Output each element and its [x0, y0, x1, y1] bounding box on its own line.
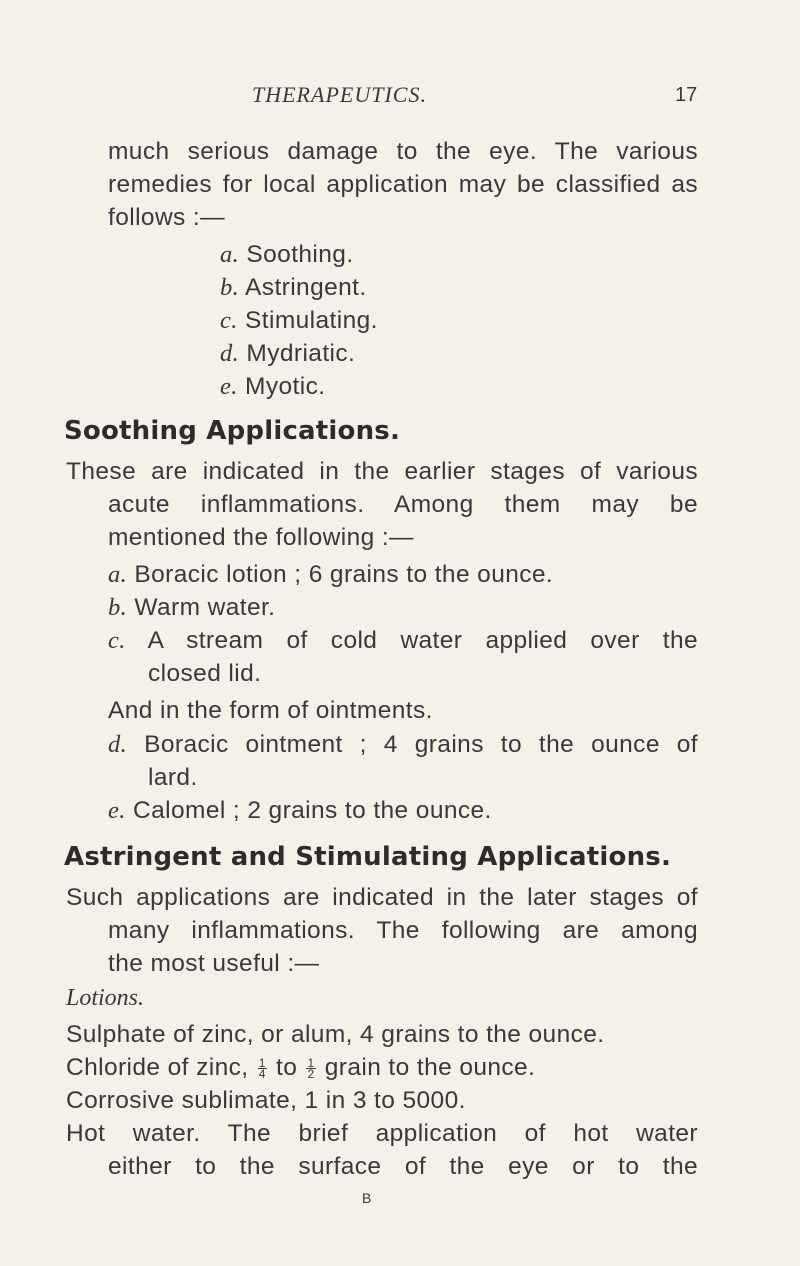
intro-line-3: follows :—: [108, 204, 226, 231]
class-item-astringent: [220, 274, 367, 302]
lotion-line-2-pre: Chloride of zinc,: [66, 1054, 249, 1081]
list-item-text: Warm water.: [134, 594, 276, 621]
signature-mark: B: [362, 1190, 372, 1206]
list-item-text: Boracic ointment ; 4 grains to the ounce of: [144, 731, 699, 758]
list-marker: b.: [220, 274, 240, 301]
section-heading-astringent: Astringent and Stimulating Applications.: [64, 842, 672, 872]
list-marker: e.: [220, 373, 238, 400]
soothing-para-line-3: mentioned the following :—: [108, 524, 414, 551]
list-item-text: Astringent.: [245, 274, 367, 301]
list-marker: b.: [108, 594, 128, 621]
class-item-mydriatic: [220, 340, 355, 368]
class-item-stimulating: [220, 307, 378, 335]
list-marker: c.: [220, 307, 238, 334]
class-item-soothing: [220, 241, 354, 269]
list-item-text: Stimulating.: [245, 307, 378, 334]
fraction-quarter: [258, 1056, 267, 1082]
section-heading-soothing: Soothing Applications.: [64, 416, 401, 446]
soothing-item-a: [108, 561, 553, 589]
soothing-item-c: [108, 627, 698, 655]
lotion-line-4: Hot water. The brief application of hot water: [66, 1120, 698, 1147]
astringent-para-line-2: many inflammations. The following are among: [108, 917, 698, 944]
fraction-numerator: 1: [307, 1056, 315, 1071]
fraction-half: [306, 1056, 315, 1082]
astringent-para-line-1: Such applications are indicated in the later stages of: [66, 884, 698, 911]
running-title: THERAPEUTICS.: [252, 82, 427, 107]
subheading-lotions: Lotions.: [66, 985, 145, 1011]
ointments-intro: And in the form of ointments.: [108, 697, 433, 724]
list-marker: a.: [220, 241, 240, 268]
list-item-text: Myotic.: [245, 373, 326, 400]
list-marker: a.: [108, 561, 128, 588]
ointment-item-e: [108, 797, 492, 825]
intro-line-1: much serious damage to the eye. The various: [108, 138, 698, 165]
lotion-line-2-post: grain to the ounce.: [324, 1054, 536, 1081]
class-item-myotic: [220, 373, 325, 401]
list-item-text: Soothing.: [246, 241, 354, 268]
lotion-line-3: Corrosive sublimate, 1 in 3 to 5000.: [66, 1087, 466, 1114]
lotion-line-1: Sulphate of zinc, or alum, 4 grains to the ounce.: [66, 1021, 605, 1048]
list-item-text: Mydriatic.: [246, 340, 356, 367]
list-item-text: Calomel ; 2 grains to the ounce.: [133, 797, 492, 824]
page-number: 17: [675, 84, 698, 106]
soothing-item-b: [108, 594, 275, 622]
soothing-item-c-continued: closed lid.: [148, 660, 262, 687]
lotion-line-2-mid: to: [275, 1054, 298, 1081]
soothing-para-line-2: acute inflammations. Among them may be: [108, 491, 698, 518]
ointment-item-d: [108, 731, 698, 759]
list-marker: e.: [108, 797, 126, 824]
list-marker: d.: [220, 340, 240, 367]
astringent-para-line-3: the most useful :—: [108, 950, 320, 977]
ointment-item-d-continued: lard.: [148, 764, 198, 791]
soothing-para-line-1: These are indicated in the earlier stages of various: [66, 458, 698, 485]
fraction-denominator: 4: [258, 1067, 266, 1082]
list-item-text: Boracic lotion ; 6 grains to the ounce.: [134, 561, 554, 588]
list-marker: c.: [108, 627, 126, 654]
fraction-numerator: 1: [258, 1056, 266, 1071]
fraction-denominator: 2: [307, 1067, 315, 1082]
list-marker: d.: [108, 731, 128, 758]
intro-line-2: remedies for local application may be classified as: [108, 171, 698, 198]
lotion-line-2: [66, 1054, 535, 1082]
lotion-line-5: either to the surface of the eye or to the: [108, 1153, 698, 1180]
list-item-text: A stream of cold water applied over the: [147, 627, 699, 654]
